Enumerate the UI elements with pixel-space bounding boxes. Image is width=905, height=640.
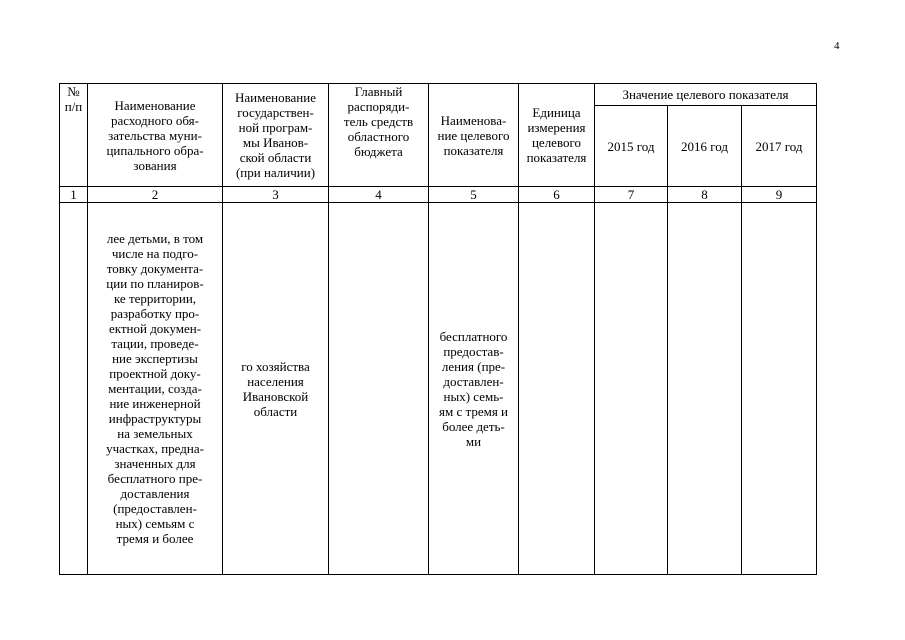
cell-no: [60, 203, 88, 575]
cell-unit: [519, 203, 595, 575]
cell-year-2017: [742, 203, 817, 575]
column-number: 4: [329, 187, 429, 203]
column-number: 5: [429, 187, 519, 203]
header-chief-manager: Главный распоряди- тель средств областного бюджета: [329, 84, 429, 187]
table-row: [60, 203, 817, 575]
header-year-2017: 2017 год: [742, 106, 817, 187]
header-unit: Единица измерения целевого показателя: [519, 84, 595, 187]
header-target-value-group: Значение целевого показателя: [595, 84, 817, 106]
cell-state-program: го хозяйства населения Ивановской области: [223, 203, 329, 575]
column-number: 9: [742, 187, 817, 203]
header-row-top: [60, 84, 817, 106]
page-number: 4: [834, 40, 840, 52]
header-target-indicator: Наименова- ние целевого показателя: [429, 84, 519, 187]
cell-year-2015: [595, 203, 668, 575]
column-number: 8: [668, 187, 742, 203]
column-number: 2: [88, 187, 223, 203]
cell-chief-manager: [329, 203, 429, 575]
cell-target-indicator: бесплатного предостав- ления (пре- доставлен- ных) семь- ям с тремя и более деть- ми: [429, 203, 519, 575]
cell-year-2016: [668, 203, 742, 575]
column-number: 7: [595, 187, 668, 203]
target-indicators-table: [59, 83, 817, 575]
header-year-2016: 2016 год: [668, 106, 742, 187]
header-expenditure-obligation: Наименование расходного обя- зательства муни- ципального обра- зования: [88, 84, 223, 187]
header-year-2015: 2015 год: [595, 106, 668, 187]
cell-expenditure-obligation: лее детьми, в том числе на подго- товку документа- ции по планиров- ке территории, разработку про- ектной докумен- тации, проведе- ние экспертизы проектной доку- ментации, созда- ние инженерной инфраструктуры на земельных участках, предна- значенных для бесплатного пре- доставления (предоставлен- ных) семьям с тремя и более: [88, 203, 223, 575]
column-number: 6: [519, 187, 595, 203]
column-number-row: [60, 187, 817, 203]
column-number: 1: [60, 187, 88, 203]
header-no: № п/п: [60, 84, 88, 187]
column-number: 3: [223, 187, 329, 203]
header-state-program: Наименование государствен- ной програм- мы Иванов- ской области (при наличии): [223, 84, 329, 187]
